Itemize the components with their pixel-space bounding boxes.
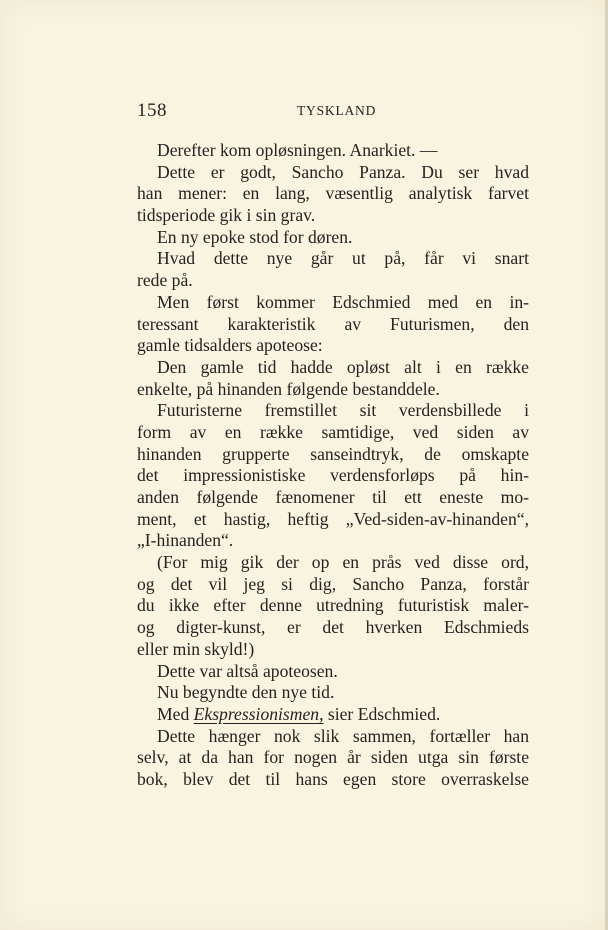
text-line: Den gamle tid hadde opløst alt i en række (157, 356, 529, 377)
text-line: Men først kommer Edschmied med en in- (157, 291, 529, 312)
text-line: Futuristerne fremstillet sit verdensbillede i (157, 400, 529, 421)
running-title: TYSKLAND (297, 103, 377, 118)
text-line: enkelte, på hinanden følgende bestanddele. (137, 378, 440, 399)
text-line: ment, et hastig, heftig „Ved-siden-av-hinanden“, (137, 508, 529, 529)
page-number: 158 (137, 100, 167, 121)
text-line: bok, blev det til hans egen store overraskelse (137, 768, 529, 789)
text-line: Hvad dette nye går ut på, får vi snart (157, 248, 529, 269)
text-line: Dette hænger nok slik sammen, fortæller han (157, 725, 529, 746)
text-line: (For mig gik der op en prås ved disse ord, (157, 552, 529, 573)
text-line: og det vil jeg si dig, Sancho Panza, forstår (137, 573, 529, 594)
emphasized-term: Ekspressionismen, (193, 703, 324, 724)
text-line: Nu begyndte den nye tid. (157, 682, 335, 703)
text-line: teressant karakteristik av Futurismen, den (137, 313, 529, 334)
text-line: eller min skyld!) (137, 638, 255, 659)
text-line: „I-hinanden“. (137, 530, 234, 551)
text-line (137, 704, 529, 726)
text-line: Dette var altså apoteosen. (157, 660, 338, 681)
text-line: tidsperiode gik i sin grav. (137, 205, 316, 226)
body-text (137, 140, 529, 791)
text-line: rede på. (137, 270, 193, 291)
text-run: sier Edschmied. (327, 703, 441, 724)
text-run: Med (157, 703, 190, 724)
text-line: og digter-kunst, er det hverken Edschmieds (137, 617, 529, 638)
text-line: Dette er godt, Sancho Panza. Du ser hvad (157, 161, 529, 182)
text-line: gamle tidsalders apoteose: (137, 335, 323, 356)
text-line: du ikke efter denne utredning futuristisk maler- (137, 595, 529, 616)
text-line: anden følgende fænomener til ett eneste mo- (137, 487, 529, 507)
text-line: selv, at da han for nogen år siden utga sin første (137, 747, 529, 768)
text-line: En ny epoke stod for døren. (157, 226, 353, 247)
text-line: det impressionistiske verdensforløps på hin- (137, 465, 529, 486)
running-head (137, 100, 529, 122)
text-line: hinanden grupperte sanseindtryk, de omskapte (137, 443, 529, 464)
text-line: form av en række samtidige, ved siden av (137, 421, 529, 442)
text-line: han mener: en lang, væsentlig analytisk farvet (137, 183, 529, 204)
text-line: Derefter kom opløsningen. Anarkiet. — (157, 140, 438, 160)
